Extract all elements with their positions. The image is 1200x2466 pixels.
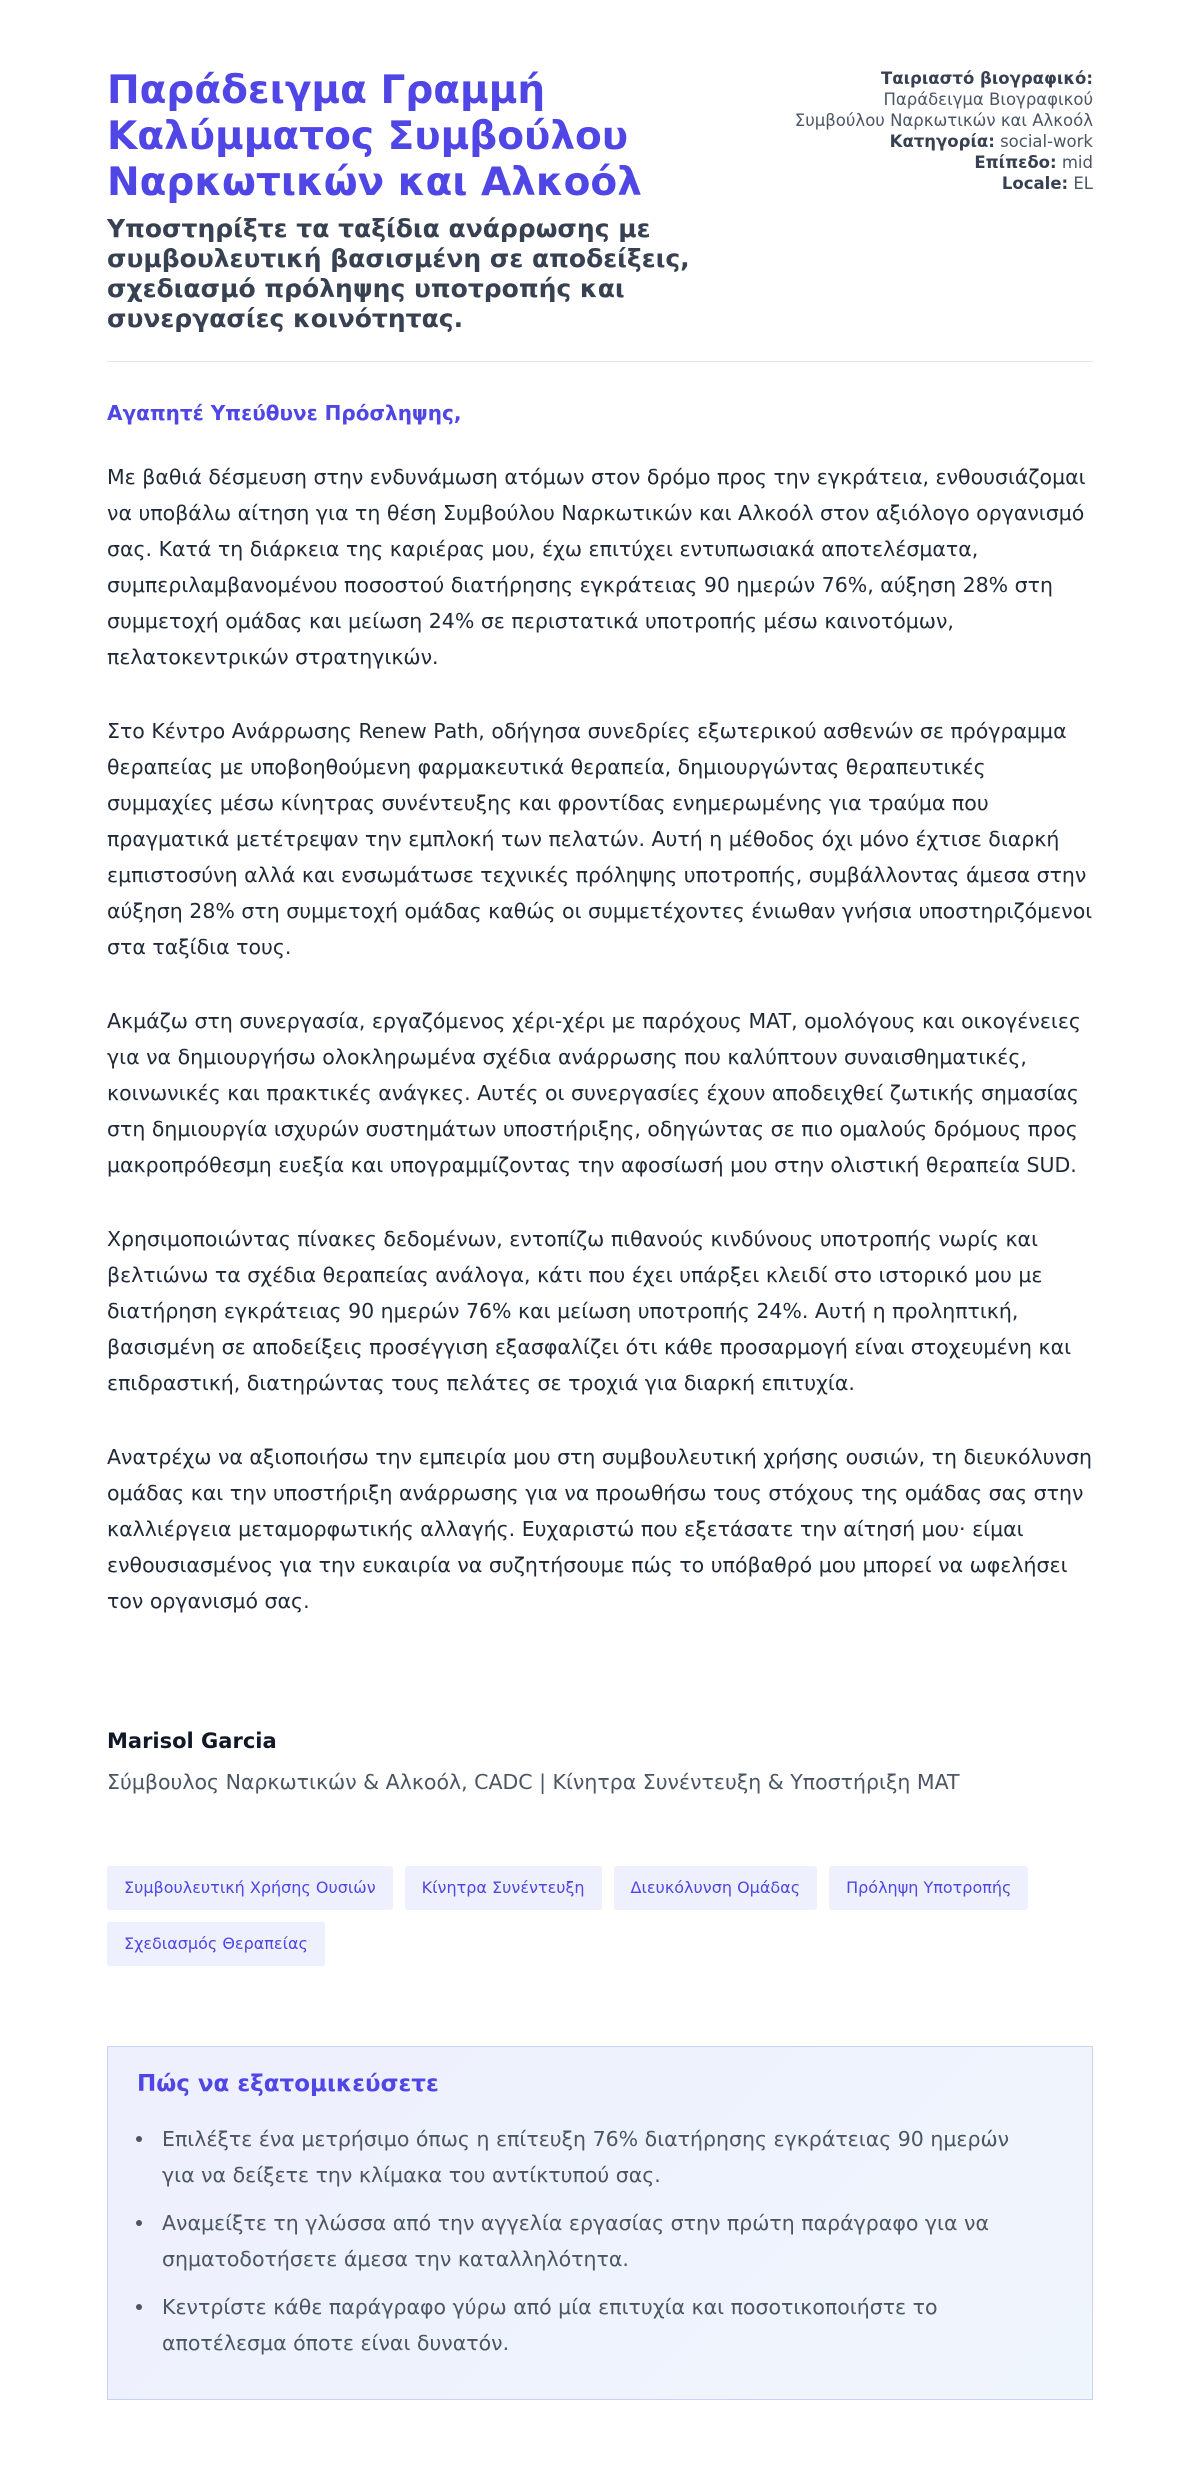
page-header (107, 68, 1093, 360)
letter-paragraph: Με βαθιά δέσμευση στην ενδυνάμωση ατόμων στον δρόμο προς την εγκράτεια, ενθουσιάζομαι να υποβάλω αίτηση για τη θέση Συμβούλου Ναρκωτικών και Αλκοόλ στον αξιόλογο οργανισμό σας. Κατά τη διάρκεια της καριέρας μου, έχω επιτύχει εντυπωσιακά αποτελέσματα, συμπεριλαμβανομένου ποσοστού διατήρησης εγκράτειας 90 ημερών 76%, αύξηση 28% στη συμμετοχή ομάδας και μείωση 24% σε περιστατικά υποτροπής μέσω καινοτόμων, πελατοκεντρικών στρατηγικών. (107, 465, 1086, 669)
tip-text: Επιλέξτε ένα μετρήσιμο όπως η επίτευξη 76% διατήρησης εγκράτειας 90 ημερών για να δείξετε την κλίμακα του αντίκτυπού σας. (162, 2127, 1010, 2187)
meta-panel (793, 68, 1093, 194)
tips-list (108, 2121, 1042, 2361)
meta-level-value: mid (1061, 153, 1093, 172)
page-title: Παράδειγμα Γραμμή Καλύμματος Συμβούλου Ναρκωτικών και Αλκοόλ (107, 68, 642, 205)
meta-level (793, 152, 1093, 173)
letter-paragraph: Στο Κέντρο Ανάρρωσης Renew Path, οδήγησα συνεδρίες εξωτερικού ασθενών σε πρόγραμμα θεραπείας με υποβοηθούμενη φαρμακευτικά θεραπεία, δημιουργώντας θεραπευτικές συμμαχίες μέσω κίνητρας συνέντευξης και φροντίδας ενημερωμένης για τραύμα που πραγματικά μετέτρεψαν την εμπλοκή των πελατών. Αυτή η μέθοδος όχι μόνο έχτισε διαρκή εμπιστοσύνη αλλά και ενσωμάτωσε τεχνικές πρόληψης υποτροπής, συμβάλλοντας άμεσα στην αύξηση 28% στη συμμετοχή ομάδας καθώς οι συμμετέχοντες ένιωθαν γνήσια υποστηριζόμενοι στα ταξίδια τους. (107, 719, 1093, 959)
bullet-icon (136, 2304, 142, 2310)
tip-item (162, 2121, 1042, 2193)
skill-tag: Διευκόλυνση Ομάδας (614, 1866, 818, 1910)
meta-category-label: Κατηγορία: (889, 132, 995, 151)
meta-locale (793, 173, 1093, 194)
bullet-icon (136, 2136, 142, 2142)
header-titles (107, 68, 717, 334)
tip-item (162, 2289, 1042, 2361)
letter-paragraph: Ανατρέχω να αξιοποιήσω την εμπειρία μου στη συμβουλευτική χρήσης ουσιών, τη διευκόλυνση ομάδας και την υποστήριξη ανάρρωσης για να προωθήσω τους στόχους της ομάδας σας στην καλλιέργεια μεταμορφωτικής αλλαγής. Ευχαριστώ που εξετάσατε την αίτησή μου· είμαι ενθουσιασμένος για την ευκαιρία να συζητήσουμε πώς το υπόβαθρό μου μπορεί να ωφελήσει τον οργανισμό σας. (107, 1445, 1092, 1613)
tip-text: Αναμείξτε τη γλώσσα από την αγγελία εργασίας στην πρώτη παράγραφο για να σηματοδοτήσετε άμεσα την καταλληλότητα. (162, 2211, 989, 2271)
signature-name: Marisol Garcia (107, 1729, 277, 1753)
meta-locale-value: EL (1073, 174, 1093, 193)
meta-category (793, 131, 1093, 152)
meta-category-value: social-work (1000, 132, 1093, 151)
skill-tag: Σχεδιασμός Θεραπείας (107, 1922, 325, 1966)
tip-text: Κεντρίστε κάθε παράγραφο γύρω από μία επιτυχία και ποσοτικοποιήστε το αποτέλεσμα όποτε είναι δυνατόν. (162, 2295, 938, 2355)
skill-tag: Κίνητρα Συνέντευξη (405, 1866, 602, 1910)
meta-locale-label: Locale: (1001, 174, 1069, 193)
skill-tag: Πρόληψη Υποτροπής (829, 1866, 1028, 1910)
skill-tag: Συμβουλευτική Χρήσης Ουσιών (107, 1866, 393, 1910)
letter-greeting: Αγαπητέ Υπεύθυνε Πρόσληψης, (107, 401, 462, 425)
tip-item (162, 2205, 1042, 2277)
signature-title: Σύμβουλος Ναρκωτικών & Αλκοόλ, CADC | Κίνητρα Συνέντευξη & Υποστήριξη MAT (107, 1770, 960, 1794)
skill-tags (107, 1866, 1093, 1966)
meta-level-label: Επίπεδο: (974, 153, 1057, 172)
letter-body (107, 400, 1093, 1619)
letter-paragraph: Χρησιμοποιώντας πίνακες δεδομένων, εντοπίζω πιθανούς κινδύνους υποτροπής νωρίς και βελτιώνω τα σχέδια θεραπείας ανάλογα, κάτι που έχει υπάρξει κλειδί στο ιστορικό μου με διατήρηση εγκράτειας 90 ημερών 76% και μείωση υποτροπής 24%. Αυτή η προληπτική, βασισμένη σε αποδείξεις προσέγγιση εξασφαλίζει ότι κάθε προσαρμογή είναι στοχευμένη και επιδραστική, διατηρώντας τους πελάτες σε τροχιά για διαρκή επιτυχία. (107, 1227, 1072, 1395)
page-subtitle: Υποστηρίξτε τα ταξίδια ανάρρωσης με συμβουλευτική βασισμένη σε αποδείξεις, σχεδιασμό πρόληψης υποτροπής και συνεργασίες κοινότητας. (107, 214, 690, 333)
header-divider (107, 361, 1093, 362)
letter-paragraph: Ακμάζω στη συνεργασία, εργαζόμενος χέρι-χέρι με παρόχους MAT, ομολόγους και οικογένειες για να δημιουργήσω ολοκληρωμένα σχέδια ανάρρωσης που καλύπτουν συναισθηματικές, κοινωνικές και πρακτικές ανάγκες. Αυτές οι συνεργασίες έχουν αποδειχθεί ζωτικής σημασίας στη δημιουργία ισχυρών συστημάτων υποστήριξης, οδηγώντας σε πιο ομαλούς δρόμους προς μακροπρόθεσμη ευεξία και υπογραμμίζοντας την αφοσίωσή μου στην ολιστική θεραπεία SUD. (107, 1009, 1081, 1177)
signature-block (107, 1727, 1093, 1796)
meta-resume-link[interactable]: Παράδειγμα Βιογραφικού Συμβούλου Ναρκωτικών και Αλκοόλ (794, 90, 1093, 130)
meta-resume-label: Ταιριαστό βιογραφικό: (880, 69, 1093, 88)
meta-resume (793, 68, 1093, 131)
tips-title: Πώς να εξατομικεύσετε (137, 2071, 439, 2097)
bullet-icon (136, 2220, 142, 2226)
customization-tips (107, 2046, 1093, 2400)
